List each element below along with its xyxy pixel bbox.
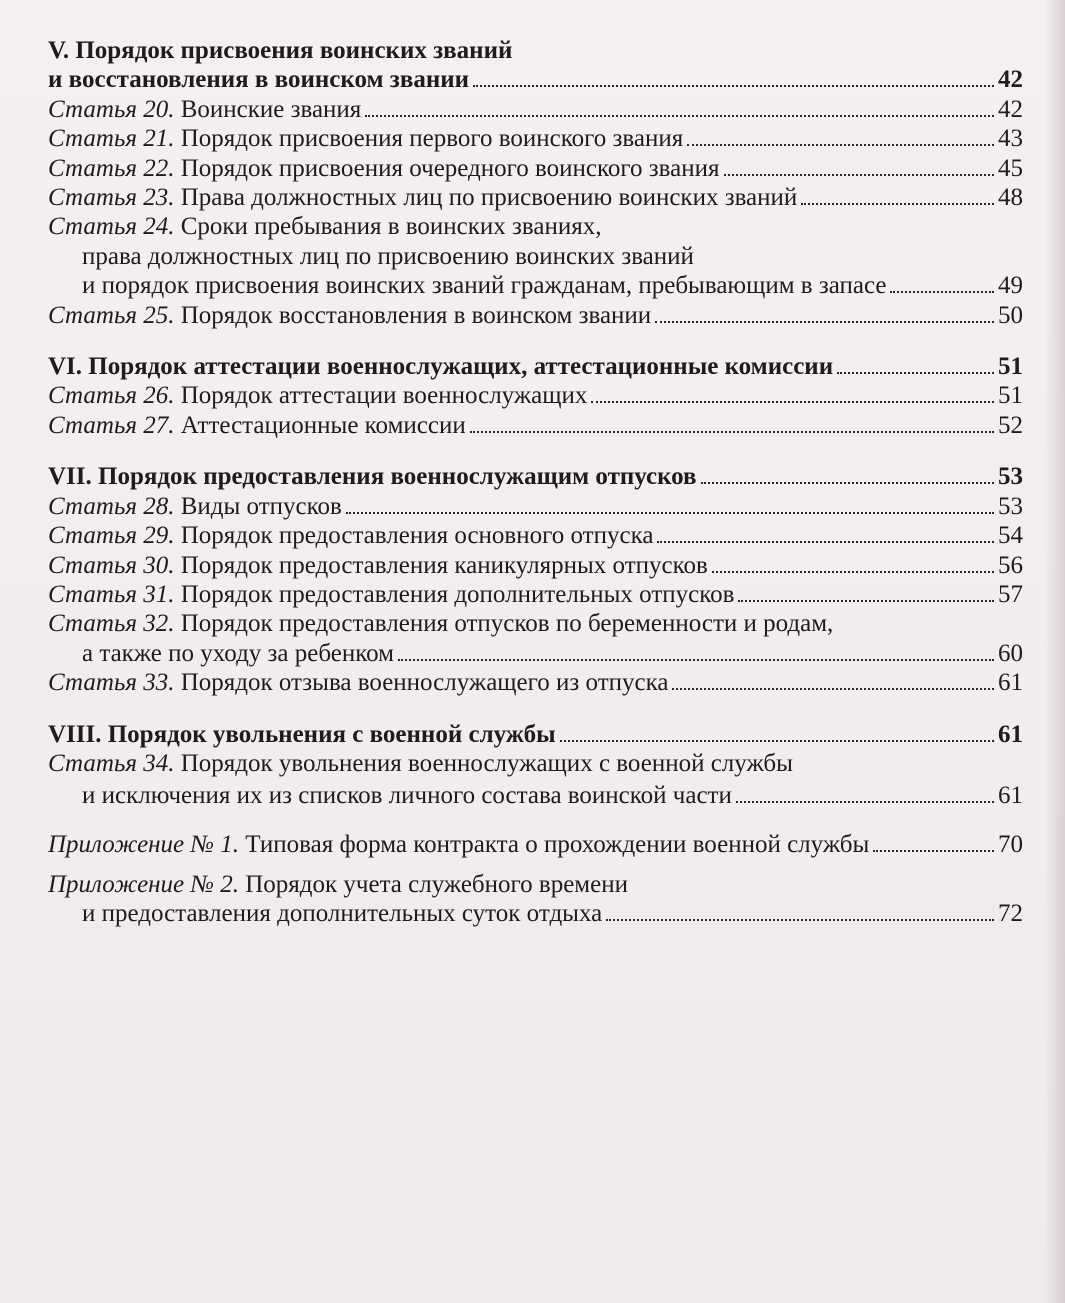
toc-entry-label [48,830,869,859]
toc-entry[interactable] [48,492,1023,521]
toc-entry-prefix: Статья 31. [48,580,175,608]
page-number: 53 [998,492,1023,520]
spacer [48,814,1023,830]
toc-entry[interactable] [48,870,1023,899]
toc-entry-prefix: Статья 26. [48,382,175,410]
toc-entry[interactable] [48,639,1023,668]
dot-leader [346,512,994,514]
toc-entry-title: Сроки пребывания в воинских званиях, [180,213,602,241]
toc-entry-title: Типовая форма контракта о прохождении военной службы [245,831,870,859]
spacer [48,860,1023,870]
toc-entry-prefix: Статья 28. [48,492,175,520]
toc-entry-prefix: Статья 23. [48,184,175,212]
toc-entry-title: V. Порядок присвоения воинских званий [48,37,513,64]
toc-entry-title: Воинские звания [180,95,362,123]
toc-entry-title: Порядок учета служебного времени [245,870,628,898]
page-number: 51 [998,382,1023,410]
toc-entry-label [48,749,793,778]
toc-entry[interactable] [48,749,1023,778]
toc-section-heading[interactable] [48,65,1023,94]
page-number: 61 [998,669,1023,697]
dot-leader [701,482,994,484]
toc-entry[interactable] [48,124,1023,153]
page-number: 49 [998,272,1023,300]
toc-entry-title: и порядок присвоения воинских званий гражданам, пребывающим в запасе [82,272,887,300]
dot-leader [365,115,994,117]
toc-section-heading[interactable] [48,720,1023,749]
toc-entry[interactable] [48,551,1023,580]
toc-entry-label [48,95,361,124]
toc-entry[interactable] [48,212,1023,241]
toc-entry[interactable] [48,668,1023,697]
toc-entry-title: а также по уходу за ребенком [82,639,394,667]
toc-entry-prefix: Статья 27. [48,411,175,439]
toc-entry-title: Виды отпусков [180,492,342,520]
toc-entry[interactable] [48,609,1023,638]
toc-entry-label [48,720,556,749]
toc-entry-label [82,778,732,814]
dot-leader [687,144,994,146]
page-number: 60 [998,639,1023,667]
dot-leader [655,321,994,323]
toc-entry-label [82,899,602,928]
dot-leader [560,740,994,742]
page-number: 61 [998,782,1023,810]
page-number: 72 [998,900,1023,928]
page-edge-shadow [1045,0,1065,1303]
toc-entry-title: Порядок аттестации военнослужащих [180,382,588,410]
dot-leader [724,174,995,176]
toc-entry-title: VII. Порядок предоставления военнослужащим отпусков [48,463,697,491]
toc-entry-title: Права должностных лиц по присвоению воинских званий [180,184,798,212]
dot-leader [470,431,994,433]
toc-entry-title: и восстановления в воинском звании [48,66,470,94]
toc-entry[interactable] [48,271,1023,300]
toc-entry-label [48,411,466,440]
toc-section-heading[interactable] [48,352,1023,381]
table-of-contents [48,36,1023,929]
page-number: 56 [998,551,1023,579]
dot-leader [837,372,994,374]
toc-entry-title: Порядок восстановления в воинском звании [180,301,652,329]
toc-entry[interactable] [48,411,1023,440]
toc-entry[interactable] [48,778,1023,814]
toc-entry-prefix: Приложение № 2. [48,870,239,898]
toc-entry-title: и исключения их из списков личного состава воинской части [82,782,732,810]
toc-entry[interactable] [48,381,1023,410]
toc-entry-label [82,271,886,300]
toc-entry-prefix: Статья 30. [48,551,175,579]
toc-entry-label [48,212,602,241]
toc-entry[interactable] [48,183,1023,212]
toc-entry-title: Порядок присвоения первого воинского звания [180,125,684,153]
toc-entry[interactable] [48,830,1023,859]
toc-entry[interactable] [48,95,1023,124]
toc-section-heading[interactable] [48,36,1023,65]
toc-entry[interactable] [48,580,1023,609]
page-number: 42 [998,95,1023,123]
dot-leader [738,600,994,602]
dot-leader [657,541,994,543]
toc-entry[interactable] [48,521,1023,550]
toc-entry-label [48,154,720,183]
toc-entry-label [48,521,653,550]
toc-entry-title: и предоставления дополнительных суток отдыха [82,900,603,928]
toc-entry[interactable] [48,899,1023,928]
toc-entry-label [48,183,797,212]
toc-entry-label [48,870,628,899]
toc-entry-title: Порядок увольнения военнослужащих с военной службы [180,749,793,777]
page-number: 57 [998,580,1023,608]
toc-entry[interactable] [48,301,1023,330]
page-number: 43 [998,125,1023,153]
toc-entry-title: Порядок предоставления основного отпуска [180,522,654,550]
toc-entry-prefix: Статья 21. [48,125,175,153]
toc-entry-prefix: Статья 32. [48,610,175,638]
toc-entry-label [48,381,587,410]
toc-entry-prefix: Статья 20. [48,95,175,123]
toc-entry-title: Аттестационные комиссии [180,411,466,439]
toc-entry-title: Порядок предоставления отпусков по беременности и родам, [180,610,834,638]
toc-entry-prefix: Приложение № 1. [48,831,239,859]
toc-section-heading[interactable] [48,462,1023,491]
toc-entry-prefix: Статья 33. [48,669,175,697]
toc-entry-label [48,301,651,330]
toc-entry-prefix: Статья 22. [48,154,175,182]
dot-leader [672,688,994,690]
toc-entry-label [48,580,734,609]
toc-entry[interactable] [48,154,1023,183]
page-number: 52 [998,411,1023,439]
dot-leader [591,401,994,403]
page-number: 61 [998,720,1023,748]
toc-entry-title: Порядок предоставления дополнительных отпусков [180,580,735,608]
dot-leader [712,571,994,573]
dot-leader [473,85,994,87]
toc-entry-label [48,492,342,521]
dot-leader [736,801,994,803]
spacer [48,330,1023,352]
dot-leader [890,291,994,293]
toc-entry-label [48,609,833,638]
spacer [48,440,1023,462]
page-number: 50 [998,301,1023,329]
dot-leader [801,203,994,205]
dot-leader [606,919,994,921]
page-number: 42 [998,66,1023,94]
toc-entry-label [48,65,469,94]
toc-entry-prefix: Статья 24. [48,213,175,241]
toc-entry-title: Порядок предоставления каникулярных отпусков [180,551,708,579]
page-number: 54 [998,522,1023,550]
toc-entry-prefix: Статья 25. [48,301,175,329]
toc-entry-prefix: Статья 29. [48,522,175,550]
toc-entry-label [82,639,394,668]
page-number: 53 [998,463,1023,491]
toc-entry-label [48,36,512,65]
toc-entry-prefix: Статья 34. [48,749,175,777]
page-number: 48 [998,184,1023,212]
toc-entry-title: Порядок присвоения очередного воинского звания [180,154,720,182]
dot-leader [873,850,994,852]
toc-entry-label [48,124,683,153]
toc-entry-title: Порядок отзыва военнослужащего из отпуска [180,669,669,697]
toc-entry-title: VIII. Порядок увольнения с военной службы [48,720,556,748]
toc-entry[interactable] [48,242,1023,271]
spacer [48,698,1023,720]
toc-entry-label [48,352,833,381]
page-number: 51 [998,353,1023,381]
page-number: 70 [998,831,1023,859]
toc-entry-label [48,462,697,491]
toc-entry-title: VI. Порядок аттестации военнослужащих, аттестационные комиссии [48,353,834,381]
page-number: 45 [998,154,1023,182]
toc-entry-label [48,668,668,697]
toc-entry-label [82,242,694,271]
dot-leader [398,659,994,661]
toc-entry-title: права должностных лиц по присвоению воинских званий [82,242,694,270]
toc-entry-label [48,551,708,580]
